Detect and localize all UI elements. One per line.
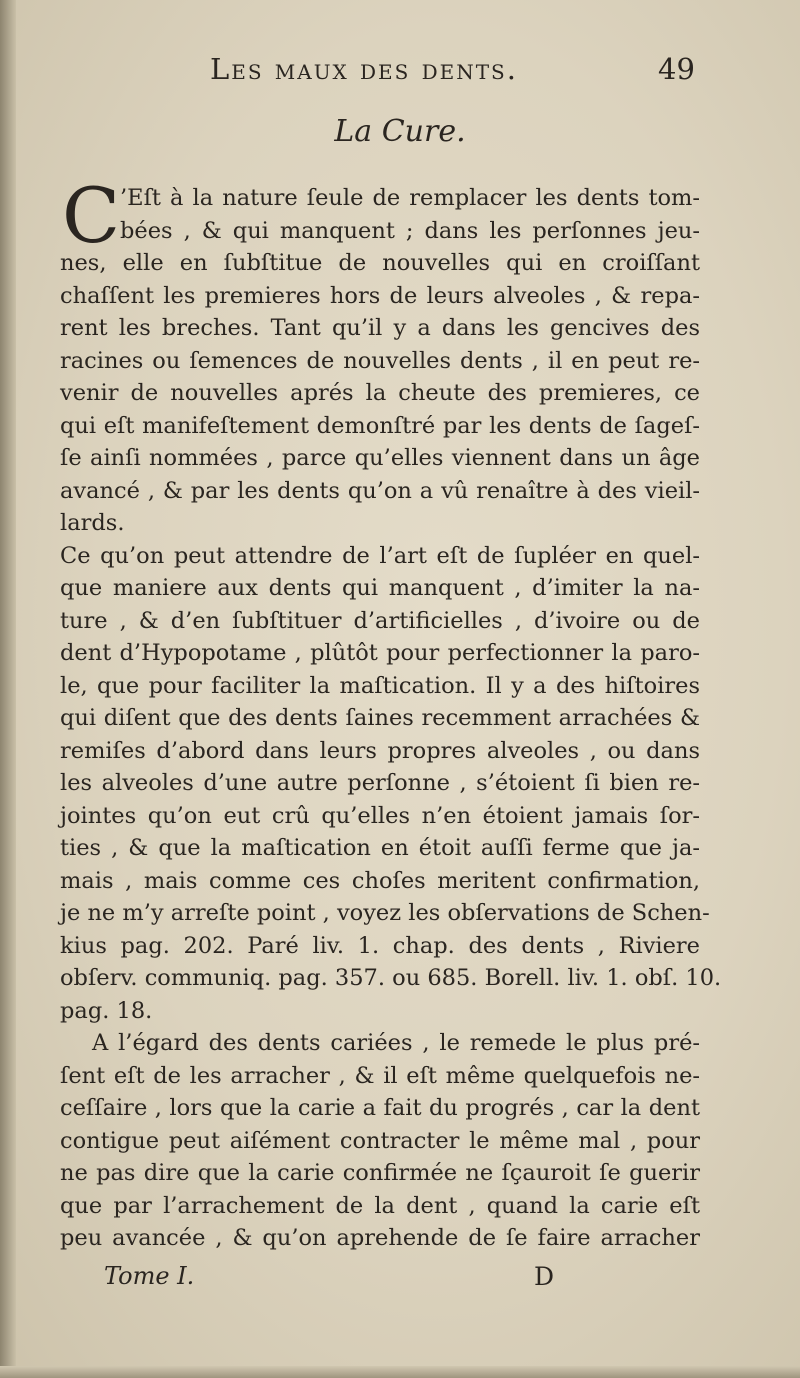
text-line: ne pas dire que la carie confirmée ne ſçauroit ſe guerir xyxy=(60,1160,700,1186)
text-line: je ne m’y arreſte point , voyez les obſervations de Schen- xyxy=(60,900,710,926)
text-line: dent d’Hypopotame , plûtôt pour perfectionner la paro- xyxy=(60,640,700,666)
text-line: ties , & que la maſtication en étoit auſſi ferme que ja- xyxy=(60,835,700,861)
page-bottom-edge xyxy=(0,1366,800,1378)
drop-cap: C xyxy=(62,171,121,260)
text-line: qui diſent que des dents ſaines recemment arrachées & xyxy=(60,705,700,731)
text-line: obſerv. communiq. pag. 357. ou 685. Borell. liv. 1. obſ. 10. xyxy=(60,965,722,991)
signature-mark: Tome I. xyxy=(104,1262,195,1290)
text-line: lards. xyxy=(60,510,125,536)
text-line: racines ou ſemences de nouvelles dents , il en peut re- xyxy=(60,347,700,374)
page-left-edge xyxy=(0,0,16,1378)
text-line: venir de nouvelles aprés la cheute des premieres, ce xyxy=(60,380,700,406)
body-text xyxy=(60,171,722,1255)
text-line: qui eſt manifeſtement demonſtré par les dents de ſageſ- xyxy=(60,412,700,439)
text-line: rent les breches. Tant qu’il y a dans les gencives des xyxy=(60,315,700,341)
text-line: que maniere aux dents qui manquent , d’imiter la na- xyxy=(60,575,700,601)
text-line: les alveoles d’une autre perſonne , s’étoient ſi bien re- xyxy=(60,770,700,796)
gathering-letter: D xyxy=(534,1262,555,1291)
page-header xyxy=(0,52,800,96)
text-line: contigue peut aiſément contracter le même mal , pour xyxy=(60,1127,700,1154)
section-title: La Cure. xyxy=(334,114,466,149)
text-line: remiſes d’abord dans leurs propres alveoles , ou dans xyxy=(60,737,700,764)
text-line: nes, elle en ſubſtitue de nouvelles qui en croiſſant xyxy=(60,250,700,276)
text-line: A l’égard des dents cariées , le remede le plus pré- xyxy=(92,1030,700,1056)
text-line: ’Eſt à la nature ſeule de remplacer les dents tom- xyxy=(120,185,700,211)
text-line: ſent eſt de les arracher , & il eſt même quelquefois ne- xyxy=(60,1062,700,1089)
text-line: chaſſent les premieres hors de leurs alveoles , & repa- xyxy=(60,282,700,309)
text-line: bées , & qui manquent ; dans les perſonnes jeu- xyxy=(120,217,700,244)
text-line: ture , & d’en ſubſtituer d’artificielles , d’ivoire ou de xyxy=(60,607,700,634)
text-line: avancé , & par les dents qu’on a vû renaître à des vieil- xyxy=(60,477,700,504)
text-line: le, que pour faciliter la maſtication. Il y a des hiſtoires xyxy=(60,672,700,699)
text-line: pag. 18. xyxy=(60,997,153,1024)
page-number: 49 xyxy=(658,52,695,86)
running-title: Les maux des dents. xyxy=(210,52,518,86)
text-line: mais , mais comme ces choſes meritent confirmation, xyxy=(60,867,700,894)
text-line: kius pag. 202. Paré liv. 1. chap. des dents , Riviere xyxy=(60,932,700,959)
text-line: Ce qu’on peut attendre de l’art eſt de ſupléer en quel- xyxy=(60,542,700,569)
text-line: ſe ainſi nommées , parce qu’elles viennent dans un âge xyxy=(60,445,700,471)
text-line: jointes qu’on eut crû qu’elles n’en étoient jamais ſor- xyxy=(60,802,700,829)
text-line: peu avancée , & qu’on aprehende de ſe faire arracher xyxy=(60,1225,700,1251)
text-line: ceſſaire , lors que la carie a fait du progrés , car la dent xyxy=(60,1095,700,1121)
text-line: que par l’arrachement de la dent , quand la carie eſt xyxy=(60,1192,700,1219)
